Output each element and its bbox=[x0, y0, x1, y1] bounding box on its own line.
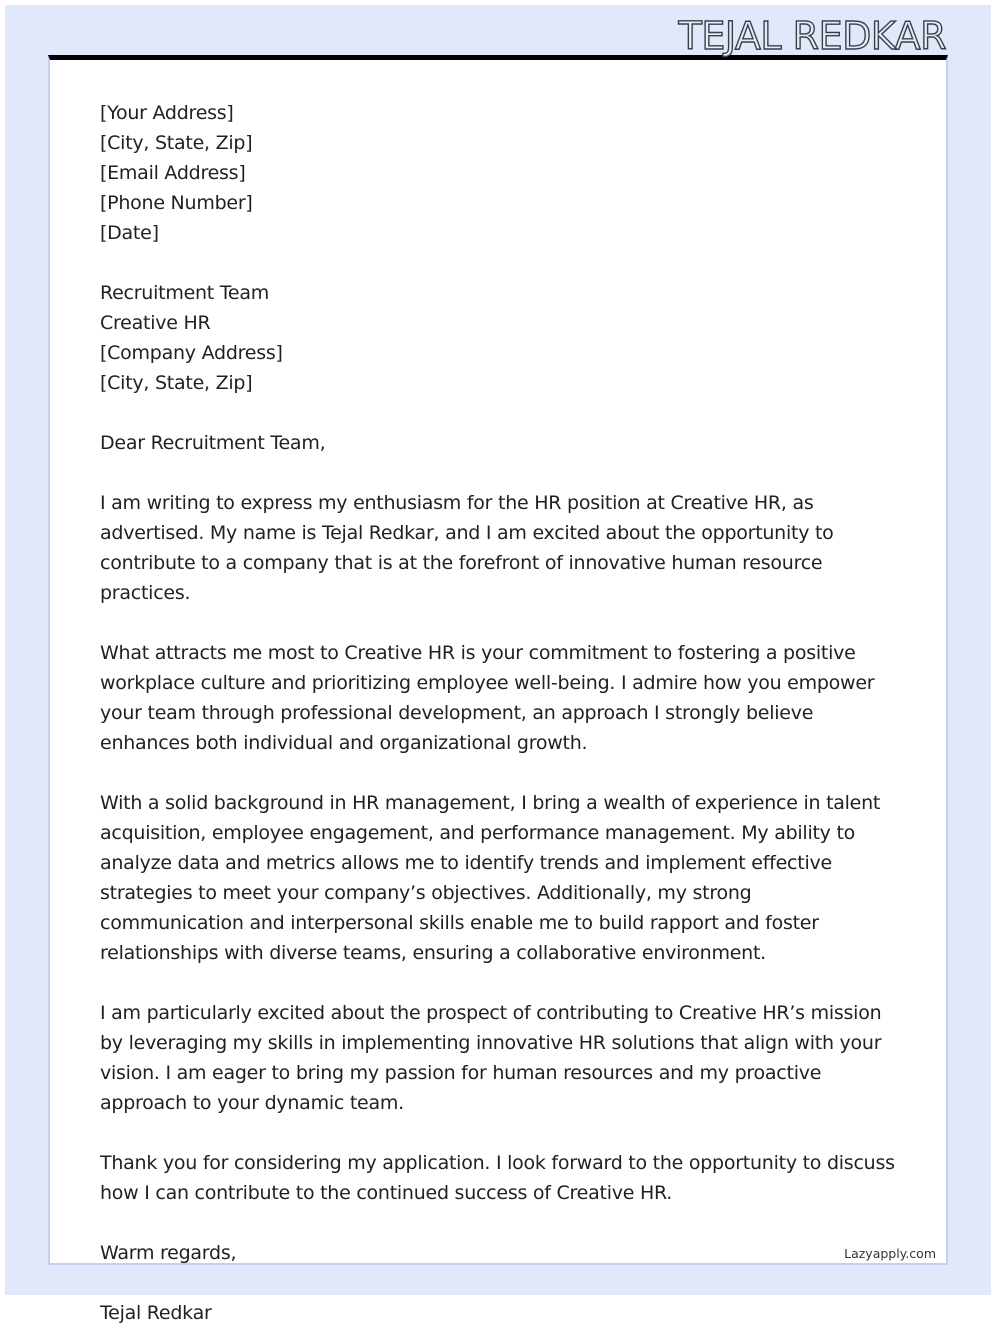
body-paragraph: I am writing to express my enthusiasm for the HR position at Creative HR, as advertised. My name is Tejal Redkar, and I am excited about the opportunity to contribute to a company that is at the forefront of innovative human resource practices. bbox=[100, 492, 834, 604]
signature-name: Tejal Redkar bbox=[100, 1302, 212, 1324]
sender-email: [Email Address] bbox=[100, 162, 246, 184]
body-paragraph: With a solid background in HR management, I bring a wealth of experience in talent acquisition, employee engagement, and performance management. My ability to analyze data and metrics allows me to identify trends and implement effective strategies to meet your company’s objectives. Additionally, my strong communication and interpersonal skills enable me to build rapport and foster relationships with diverse teams, ensuring a collaborative environment. bbox=[100, 792, 881, 964]
watermark-text: Lazyapply.com bbox=[844, 1246, 936, 1261]
sender-address: [Your Address] bbox=[100, 102, 234, 124]
applicant-name-heading: TEJAL REDKAR bbox=[678, 14, 946, 58]
letter-date: [Date] bbox=[100, 222, 159, 244]
cover-letter-body bbox=[100, 98, 900, 1328]
body-paragraph: What attracts me most to Creative HR is your commitment to fostering a positive workplace culture and prioritizing employee well-being. I admire how you empower your team through professional development, an approach I strongly believe enhances both individual and organizational growth. bbox=[100, 642, 875, 754]
closing: Warm regards, bbox=[100, 1242, 237, 1264]
body-paragraph: I am particularly excited about the prospect of contributing to Creative HR’s mission by leveraging my skills in implementing innovative HR solutions that align with your vision. I am eager to bring my passion for human resources and my proactive approach to your dynamic team. bbox=[100, 1002, 882, 1114]
recipient-team: Recruitment Team bbox=[100, 282, 270, 304]
sender-city-state-zip: [City, State, Zip] bbox=[100, 132, 253, 154]
recipient-block bbox=[100, 278, 900, 398]
recipient-address: [Company Address] bbox=[100, 342, 283, 364]
sender-phone: [Phone Number] bbox=[100, 192, 253, 214]
recipient-city-state-zip: [City, State, Zip] bbox=[100, 372, 253, 394]
recipient-company: Creative HR bbox=[100, 312, 211, 334]
sender-block bbox=[100, 98, 900, 248]
salutation: Dear Recruitment Team, bbox=[100, 432, 326, 454]
body-paragraph: Thank you for considering my application. I look forward to the opportunity to discuss how I can contribute to the continued success of Creative HR. bbox=[100, 1152, 895, 1204]
